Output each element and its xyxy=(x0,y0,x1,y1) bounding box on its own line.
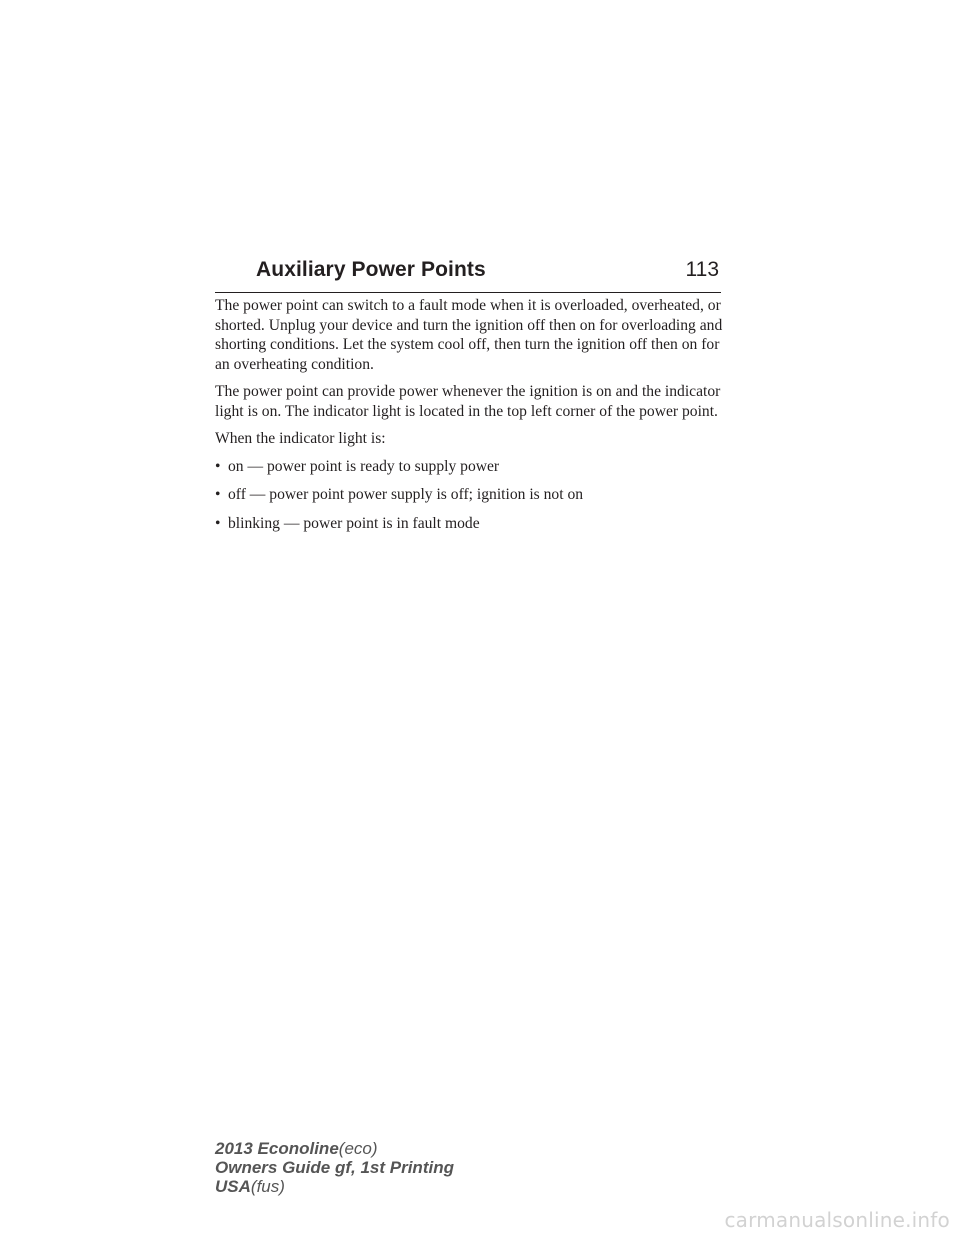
paragraph-indicator-intro: When the indicator light is: xyxy=(215,430,386,447)
section-title: Auxiliary Power Points xyxy=(256,258,486,281)
footer-line-market xyxy=(215,1177,454,1196)
bullet-icon: • xyxy=(215,514,221,532)
page-header xyxy=(215,258,721,293)
bullet-icon: • xyxy=(215,457,221,475)
footer-market-code: (fus) xyxy=(250,1177,285,1196)
footer-line-guide xyxy=(215,1158,454,1177)
list-item xyxy=(215,514,735,534)
list-item-text: off — power point power supply is off; ignition is not on xyxy=(228,486,584,503)
page-number: 113 xyxy=(685,258,719,281)
bullet-icon: • xyxy=(215,486,221,503)
footer-market-name: USA xyxy=(215,1177,251,1196)
list-item-text: blinking — power point is in fault mode xyxy=(228,514,480,532)
paragraph-fault-mode: The power point can switch to a fault mode when it is overloaded, overheated, or shorted. Unplug your device and turn the ignition off then on for overloading and shorting conditions. Let the system cool off, then turn the ignition off then on for an overheating condition. xyxy=(215,297,723,373)
list-item xyxy=(215,485,735,505)
body-content xyxy=(215,296,735,542)
watermark: carmanualsonline.info xyxy=(724,1208,950,1232)
document-footer xyxy=(215,1139,454,1196)
paragraph-power-availability: The power point can provide power whenever the ignition is on and the indicator light is on. The indicator light is located in the top left corner of the power point. xyxy=(215,383,721,420)
footer-model-name: 2013 Econoline xyxy=(215,1139,339,1158)
footer-line-model xyxy=(215,1139,454,1158)
footer-model-code: (eco) xyxy=(338,1139,378,1158)
list-item-text: on — power point is ready to supply power xyxy=(228,457,500,475)
indicator-status-list xyxy=(215,457,735,534)
list-item xyxy=(215,457,735,477)
footer-guide-name: Owners Guide gf, 1st Printing xyxy=(215,1158,454,1177)
